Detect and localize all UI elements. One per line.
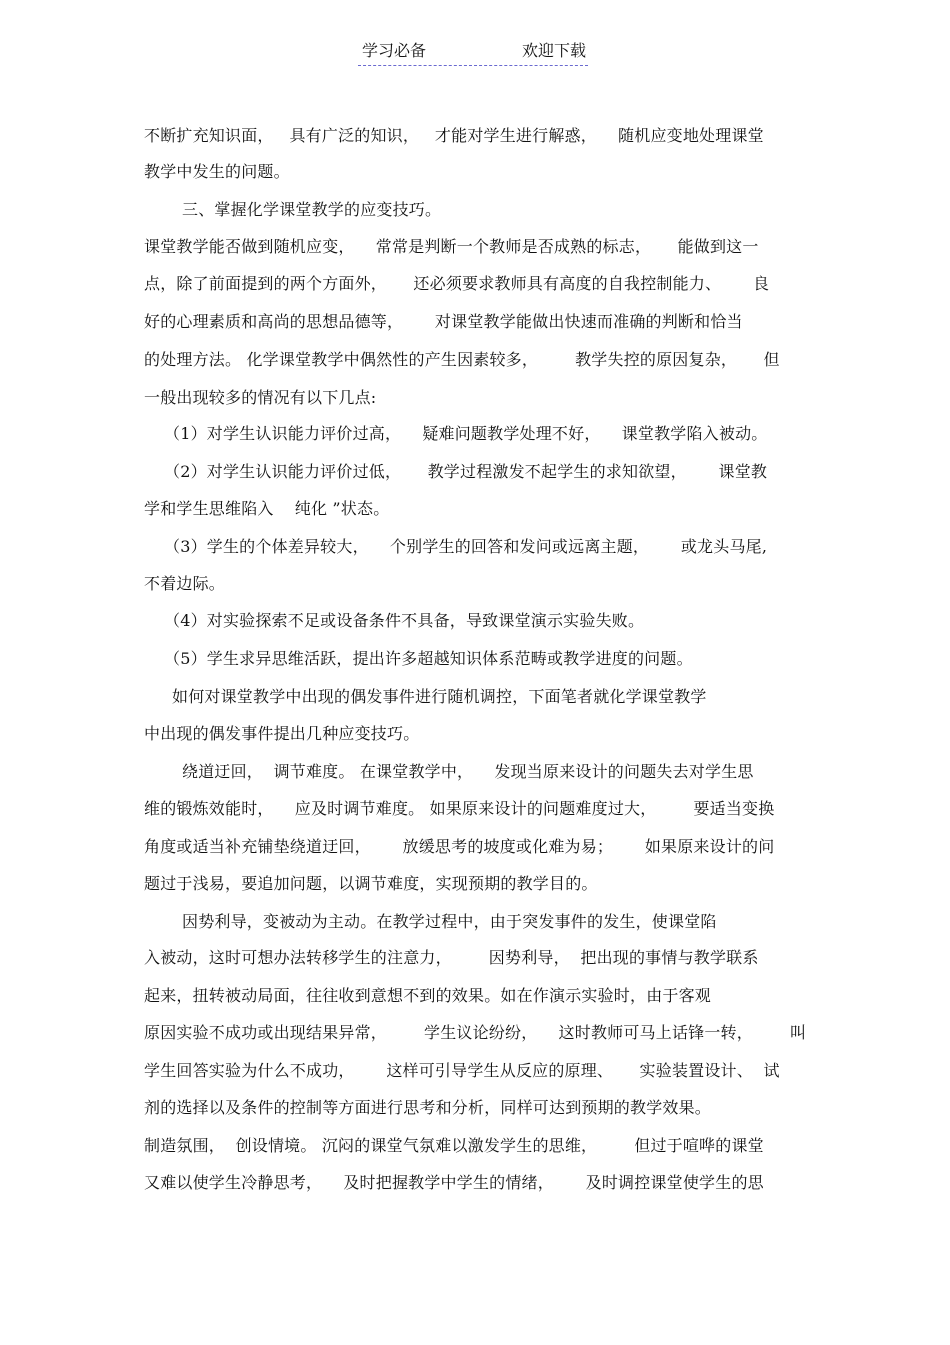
text-line: 课堂教学能否做到随机应变， 常常是判断一个教师是否成熟的标志， 能做到这一 bbox=[144, 237, 759, 256]
text-line: 不断扩充知识面， 具有广泛的知识， 才能对学生进行解惑， 随机应变地处理课堂 bbox=[144, 126, 764, 145]
text-line: 点，除了前面提到的两个方面外， 还必须要求教师具有高度的自我控制能力、 良 bbox=[144, 274, 770, 293]
text-line: 的处理方法。 化学课堂教学中偶然性的产生因素较多， 教学失控的原因复杂， 但 bbox=[144, 350, 780, 369]
text-line: 如何对课堂教学中出现的偶发事件进行随机调控，下面笔者就化学课堂教学 bbox=[172, 687, 707, 706]
header-right-text: 欢迎下载 bbox=[521, 41, 586, 60]
text-line: 原因实验不成功或出现结果异常， 学生议论纷纷， 这时教师可马上话锋一转， 叫 bbox=[144, 1023, 807, 1042]
list-item: （2）对学生认识能力评价过低， 教学过程激发不起学生的求知欲望， 课堂教 bbox=[164, 462, 768, 481]
text-line: 又难以使学生冷静思考， 及时把握教学中学生的情绪， 及时调控课堂使学生的思 bbox=[144, 1173, 764, 1192]
text-line: 维的锻炼效能时， 应及时调节难度。 如果原来设计的问题难度过大， 要适当变换 bbox=[144, 799, 775, 818]
text-line: 学生回答实验为什么不成功， 这样可引导学生从反应的原理、 实验装置设计、 试 bbox=[144, 1061, 780, 1080]
list-item: （1）对学生认识能力评价过高， 疑难问题教学处理不好， 课堂教学陷入被动。 bbox=[164, 424, 768, 443]
header-left-text: 学习必备 bbox=[362, 41, 427, 60]
text-line: 起来，扭转被动局面，往往收到意想不到的效果。如在作演示实验时，由于客观 bbox=[144, 986, 712, 1005]
page-header bbox=[358, 38, 588, 66]
text-line: 学和学生思维陷入 纯化 ”状态。 bbox=[144, 499, 390, 518]
section-heading: 三、掌握化学课堂教学的应变技巧。 bbox=[182, 200, 442, 219]
list-item: （5）学生求异思维活跃，提出许多超越知识体系范畴或教学进度的问题。 bbox=[164, 649, 693, 668]
text-line: 一般出现较多的情况有以下几点: bbox=[144, 388, 377, 407]
text-line: 绕道迂回， 调节难度。 在课堂教学中， 发现当原来设计的问题失去对学生思 bbox=[182, 762, 754, 781]
text-line: 教学中发生的问题。 bbox=[144, 162, 290, 181]
text-line: 剂的选择以及条件的控制等方面进行思考和分析，同样可达到预期的教学效果。 bbox=[144, 1098, 712, 1117]
list-item: （4）对实验探索不足或设备条件不具备，导致课堂演示实验失败。 bbox=[164, 611, 645, 630]
text-line: 因势利导，变被动为主动。在教学过程中，由于突发事件的发生，使课堂陷 bbox=[182, 912, 717, 931]
text-line: 题过于浅易，要追加问题，以调节难度，实现预期的教学目的。 bbox=[144, 874, 598, 893]
text-line: 不着边际。 bbox=[144, 574, 226, 593]
text-line: 中出现的偶发事件提出几种应变技巧。 bbox=[144, 724, 420, 743]
text-line: 入被动，这时可想办法转移学生的注意力， 因势利导， 把出现的事情与教学联系 bbox=[144, 948, 759, 967]
text-line: 角度或适当补充铺垫绕道迂回， 放缓思考的坡度或化难为易； 如果原来设计的问 bbox=[144, 837, 775, 856]
text-line: 好的心理素质和高尚的思想品德等， 对课堂教学能做出快速而准确的判断和恰当 bbox=[144, 312, 743, 331]
list-item: （3）学生的个体差异较大， 个别学生的回答和发问或远离主题， 或龙头马尾, bbox=[164, 537, 768, 556]
text-line: 制造氛围， 创设情境。 沉闷的课堂气氛难以激发学生的思维， 但过于喧哗的课堂 bbox=[144, 1136, 764, 1155]
